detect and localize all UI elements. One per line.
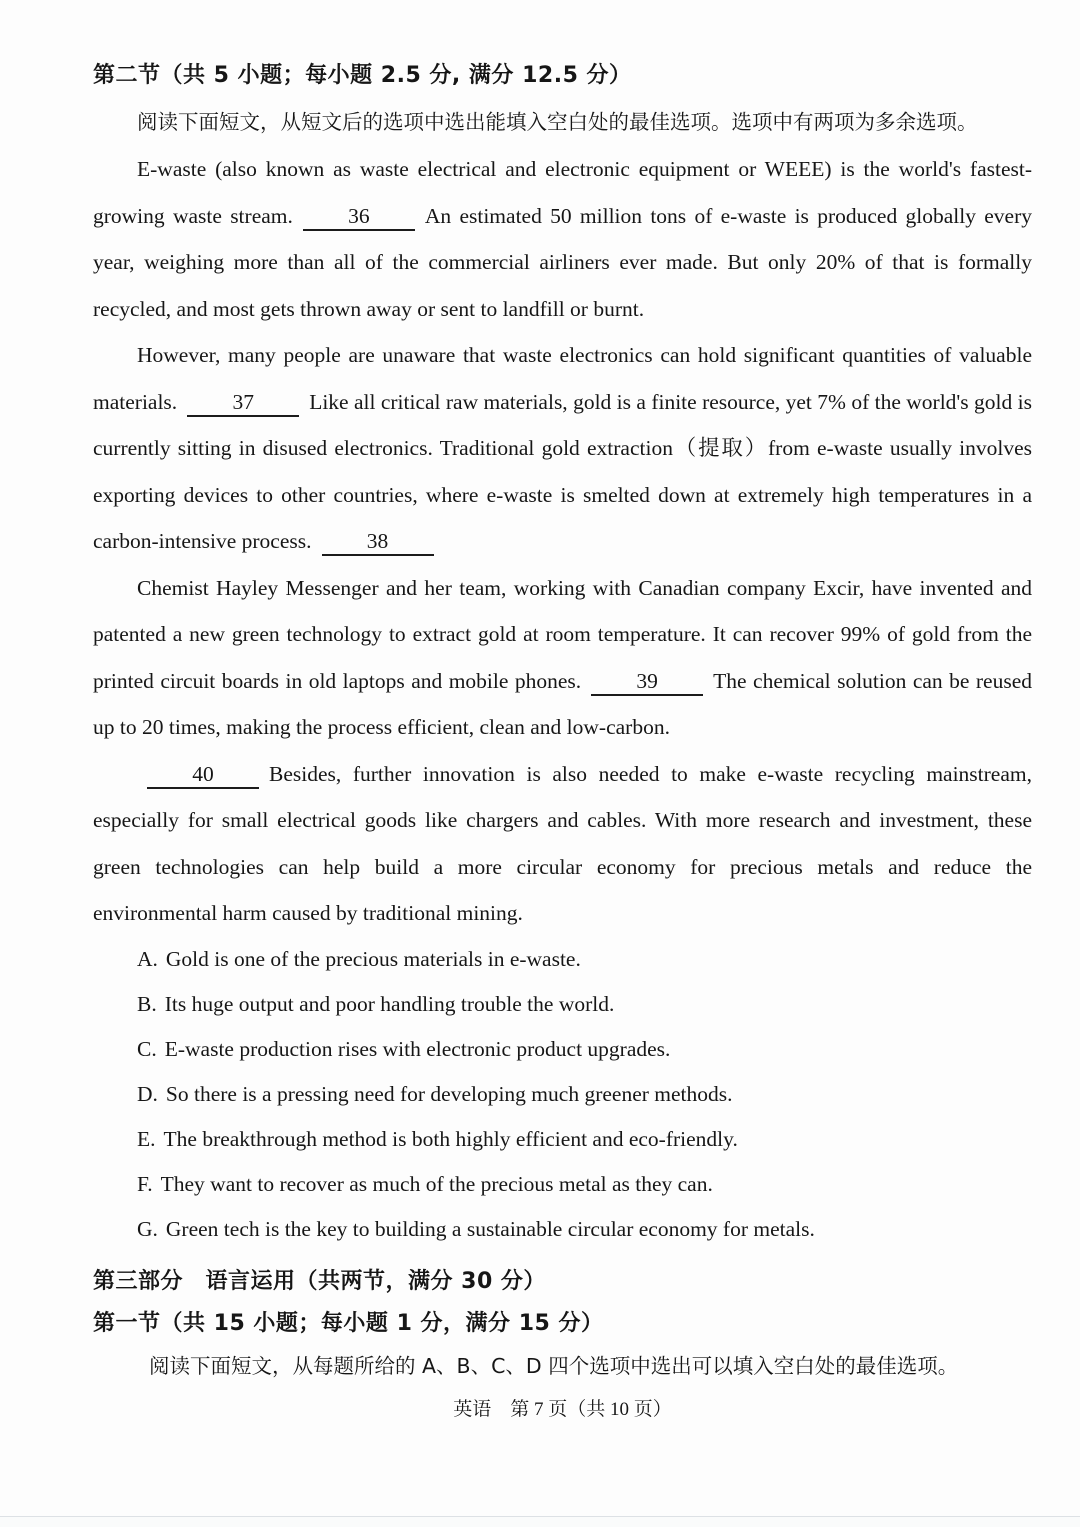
option-G [93,1207,1032,1252]
blank-37: 37 [187,390,299,417]
passage [93,146,1032,937]
blank-36: 36 [303,204,415,231]
blank-40: 40 [147,762,259,789]
options-list [93,937,1032,1252]
section2-instruction: 阅读下面短文，从短文后的选项中选出能填入空白处的最佳选项。选项中有两项为多余选项。 [137,110,978,134]
section2-heading: 第二节（共 5 小题；每小题 2.5 分, 满分 12.5 分） [93,63,632,88]
paragraph-text: Chemist Hayley Messenger and her team, working with Canadian company Excir, have invented and patented a new green technology to extract gold at room temperature. It can recover 99% of gold from the printed circuit boards in old laptops and mobile phones. [93,575,1032,693]
paragraph-text: Besides, further innovation is also needed to make e-waste recycling mainstream, especially for small electrical goods like chargers and cables. With more research and investment, these green technologies can help build a more circular economy for precious metals and reduce the environmental harm caused by traditional mining. [93,761,1032,925]
option-label: C. [137,1036,157,1061]
option-label: E. [137,1126,156,1151]
passage-paragraph-4 [93,751,1032,937]
paragraph-text: The chemical solution can be reused up to 20 times, making the process efficient, clean and low-carbon. [93,668,1032,739]
option-text: E-waste production rises with electronic product upgrades. [164,1036,671,1061]
option-label: A. [137,946,158,971]
option-text: Green tech is the key to building a sustainable circular economy for metals. [165,1216,815,1241]
page-footer: 英语 第 7 页（共 10 页） [453,1398,672,1420]
option-B [93,982,1032,1027]
option-C [93,1027,1032,1072]
section1-instruction: 阅读下面短文，从每题所给的 A、B、C、D 四个选项中选出可以填入空白处的最佳选项。 [149,1353,959,1378]
paragraph-text: An estimated 50 million tons of e-waste is produced globally every year, weighing more than all of the commercial airliners ever made. But only 20% of that is formally recycled, and most gets thrown away or sent to landfill or burnt. [93,203,1032,321]
paragraph-text: Like all critical raw materials, gold is a finite resource, yet 7% of the world's gold is currently sitting in disused electronics. Traditional gold extraction（提取）from e-waste usually involves exporting devices to other countries, where e-waste is smelted down at extremely high temperatures in a carbon-intensive process. [93,389,1032,553]
section1-heading: 第一节（共 15 小题；每小题 1 分，满分 15 分） [93,1310,604,1336]
paragraph-text: E-waste (also known as waste electrical and electronic equipment or WEEE) is the world's fastest-growing waste stream. [93,157,1032,228]
option-text: The breakthrough method is both highly efficient and eco-friendly. [163,1126,738,1151]
option-text: Its huge output and poor handling trouble the world. [164,991,615,1016]
option-A [93,937,1032,982]
paragraph-text: However, many people are unaware that waste electronics can hold significant quantities of valuable materials. [93,343,1032,414]
blank-39: 39 [591,669,703,696]
option-D [93,1072,1032,1117]
part3-heading: 第三部分 语言运用（共两节，满分 30 分） [93,1268,546,1294]
passage-paragraph-2 [93,332,1032,565]
passage-paragraph-1 [93,146,1032,332]
option-text: Gold is one of the precious materials in e-waste. [165,946,581,971]
option-label: G. [137,1216,158,1241]
option-label: F. [137,1171,153,1196]
option-label: B. [137,991,157,1016]
option-text: They want to recover as much of the precious metal as they can. [160,1171,713,1196]
blank-38: 38 [322,529,434,556]
scan-edge [0,1516,1080,1527]
option-E [93,1117,1032,1162]
option-label: D. [137,1081,158,1106]
passage-paragraph-3 [93,565,1032,751]
option-F [93,1162,1032,1207]
option-text: So there is a pressing need for developing much greener methods. [165,1081,733,1106]
